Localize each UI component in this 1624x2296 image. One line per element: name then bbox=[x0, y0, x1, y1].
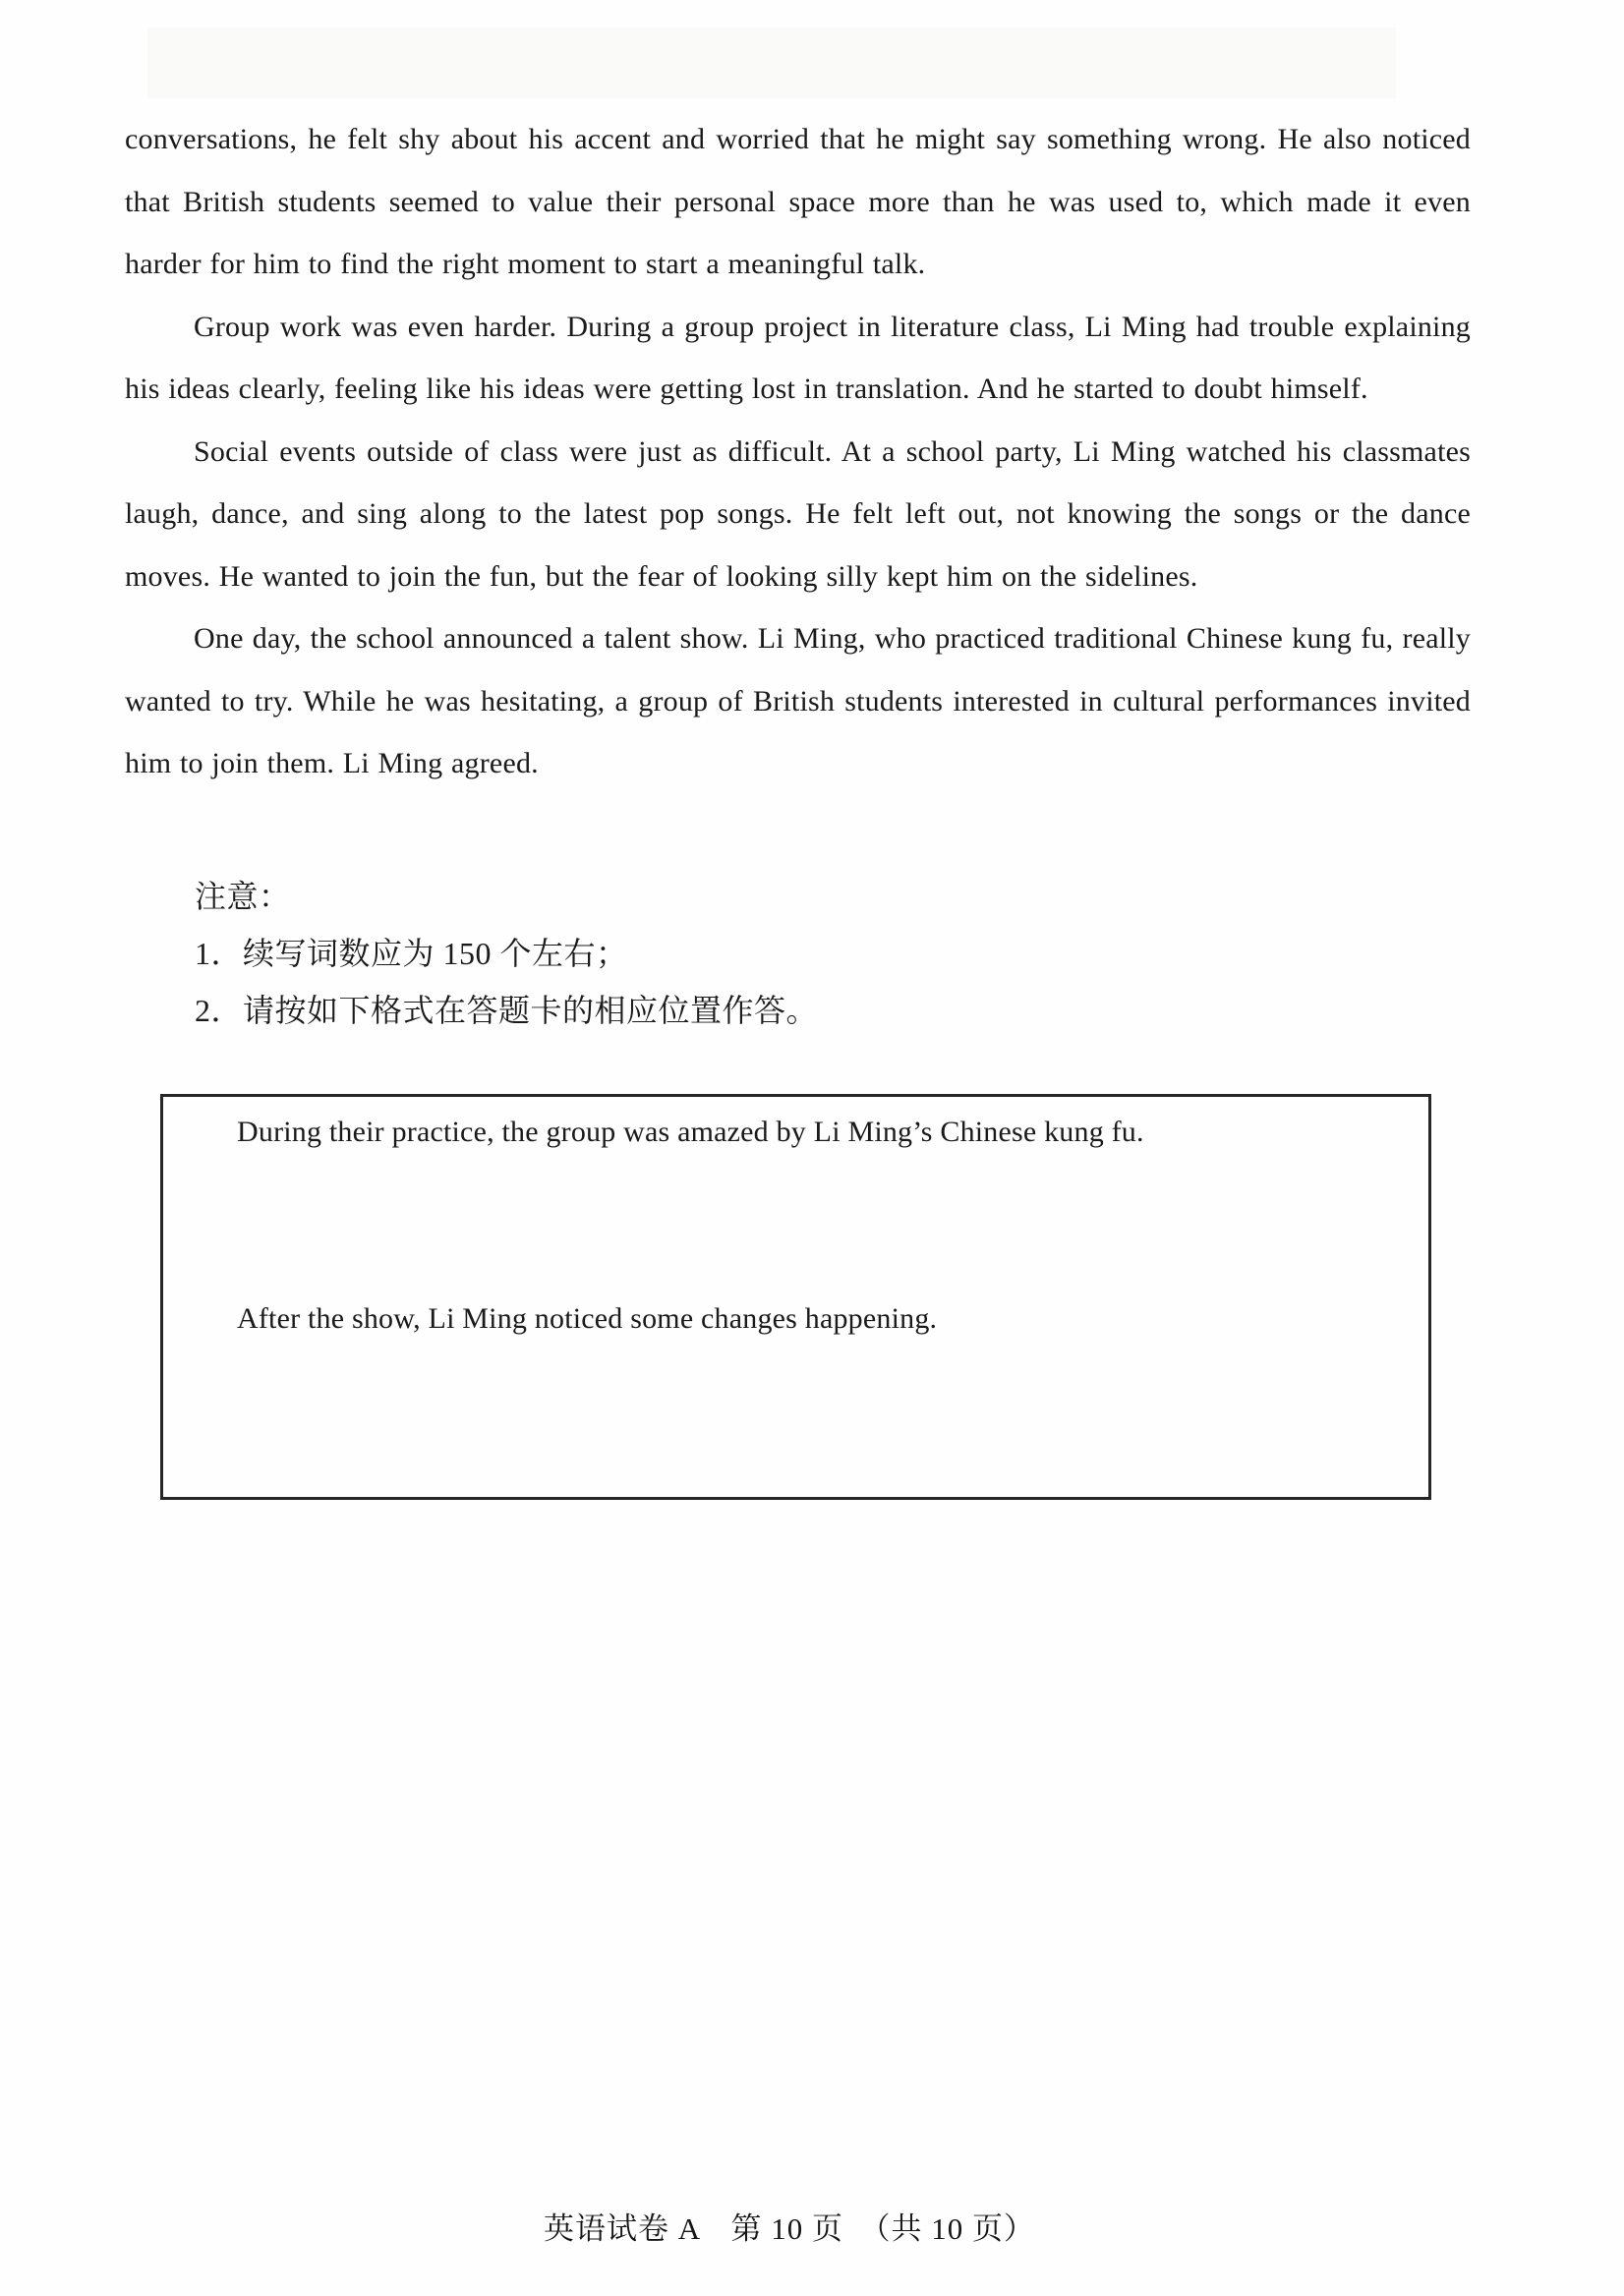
reading-passage bbox=[125, 108, 1471, 1500]
note-item-answer-sheet: 2．请按如下格式在答题卡的相应位置作答。 bbox=[195, 992, 819, 1028]
scan-artifact-shading bbox=[147, 28, 1396, 98]
story-paragraph-3: Social events outside of class were just as difficult. At a school party, Li Ming watched his classmates laugh, dance, and sing along to the latest pop songs. He felt left out, not knowing the songs or the dance moves. He wanted to join the fun, but the fear of looking silly kept him on the sidelines. bbox=[125, 434, 1471, 593]
answer-format-box bbox=[160, 1094, 1431, 1500]
story-paragraph-1: conversations, he felt shy about his accent and worried that he might say something wrong. He also noticed that British students seemed to value their personal space more than he was used to, which made it even harder for him to find the right moment to start a meaningful talk. bbox=[125, 123, 1471, 280]
page-footer bbox=[0, 2204, 1601, 2248]
notes-section bbox=[125, 868, 1471, 1039]
story-paragraph-4: One day, the school announced a talent show. Li Ming, who practiced traditional Chinese kung fu, really wanted to try. While he was hesitating, a group of British students interested in cultural performances invited him to join them. Li Ming agreed. bbox=[125, 622, 1471, 779]
note-item-word-count: 1．续写词数应为 150 个左右； bbox=[195, 935, 628, 971]
notes-heading: 注意： bbox=[195, 878, 291, 914]
story-paragraph-2: Group work was even harder. During a group project in literature class, Li Ming had trouble explaining his ideas clearly, feeling like his ideas were getting lost in translation. And he started to doubt himself. bbox=[125, 310, 1471, 405]
answer-box-prompt-2: After the show, Li Ming noticed some changes happening. bbox=[237, 1301, 938, 1335]
answer-box-prompt-1: During their practice, the group was amazed by Li Ming’s Chinese kung fu. bbox=[237, 1115, 1144, 1148]
page-footer-text: 英语试卷 A 第 10 页 （共 10 页） bbox=[544, 2211, 1035, 2246]
